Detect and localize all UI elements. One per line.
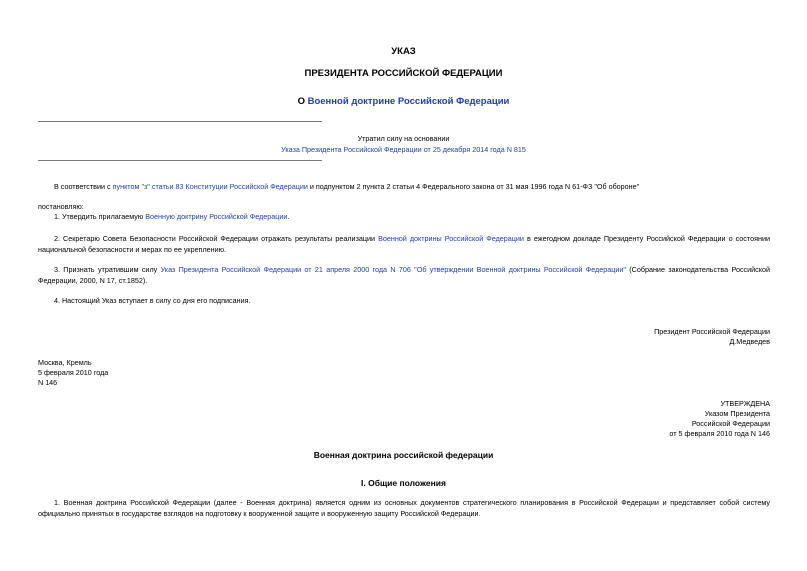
item-2-text: 2. Секретарю Совета Безопасности Российской Федерации отражать результаты реализации	[54, 234, 379, 243]
item-3-link[interactable]: Указ Президента Российской Федерации от 21 апреля 2000 года N 706 "Об утверждении Военной доктрины Российской Федерации"	[160, 265, 626, 274]
doctrine-title: Военная доктрина российской федерации	[313, 450, 494, 460]
repeal-note-link[interactable]: Указа Президента Российской Федерации от 25 декабря 2014 года N 815	[281, 145, 526, 154]
item-1	[38, 212, 770, 223]
decree-number: N 146	[38, 378, 58, 387]
approval-stamp: УТВЕРЖДЕНА	[720, 399, 770, 408]
item-3-end: (Собрание законодательства Российской Федерации, 2000, N 17, ст.1852).	[38, 265, 770, 285]
section-heading: I. Общие положения	[361, 478, 446, 488]
signature-name: Д.Медведев	[729, 337, 770, 346]
decree-issuer: ПРЕЗИДЕНТА РОССИЙСКОЙ ФЕДЕРАЦИИ	[304, 68, 503, 79]
item-2-end: в ежегодном докладе Президенту Российской Федерации о состоянии национальной безопасности и мерах по ее укреплению.	[38, 234, 770, 254]
repeal-note-label: Утратил силу на основании	[357, 134, 450, 143]
approval-by: Указом Президента	[704, 409, 770, 418]
preamble-text-2: и подпунктом 2 пункта 2 статьи 4 Федерального закона от 31 мая 1996 года N 61-ФЗ "Об обороне"	[307, 182, 640, 191]
decree-subject	[0, 96, 807, 107]
item-1-text: 1. Утвердить прилагаемую	[54, 212, 146, 221]
doctrine-paragraph-1: 1. Военная доктрина Российской Федерации (далее - Военная доктрина) является одним из основных документов стратегического планирования в Российской Федерации и представляет собой систему официально принятых в государстве взглядов на подготовку к вооруженной защите и вооруженную защиту Российской Федерации.	[38, 498, 770, 518]
approval-date: от 5 февраля 2010 года N 146	[669, 429, 770, 438]
item-3-text: 3. Признать утратившим силу	[54, 265, 161, 274]
signature-position: Президент Российской Федерации	[654, 327, 770, 336]
item-1-end: .	[287, 212, 290, 221]
subject-prefix: О	[297, 96, 308, 107]
divider-bottom	[38, 160, 322, 161]
preamble	[38, 182, 770, 193]
item-2-link[interactable]: Военной доктрины Российской Федерации	[378, 234, 524, 243]
item-3	[38, 265, 770, 286]
decree-word: постановляю:	[38, 202, 84, 211]
item-2	[38, 234, 770, 255]
item-4: 4. Настоящий Указ вступает в силу со дня его подписания.	[54, 296, 251, 305]
signing-place: Москва, Кремль	[38, 358, 92, 367]
subject-link[interactable]: Военной доктрине Российской Федерации	[307, 96, 510, 107]
signing-date: 5 февраля 2010 года	[38, 368, 109, 377]
preamble-text: В соответствии с	[54, 182, 113, 191]
item-1-link[interactable]: Военную доктрину Российской Федерации	[145, 212, 288, 221]
decree-title: УКАЗ	[391, 46, 416, 57]
divider-top	[38, 121, 322, 122]
constitution-link[interactable]: пунктом "з" статьи 83 Конституции Российской Федерации	[112, 182, 308, 191]
approval-authority: Российской Федерации	[691, 419, 770, 428]
